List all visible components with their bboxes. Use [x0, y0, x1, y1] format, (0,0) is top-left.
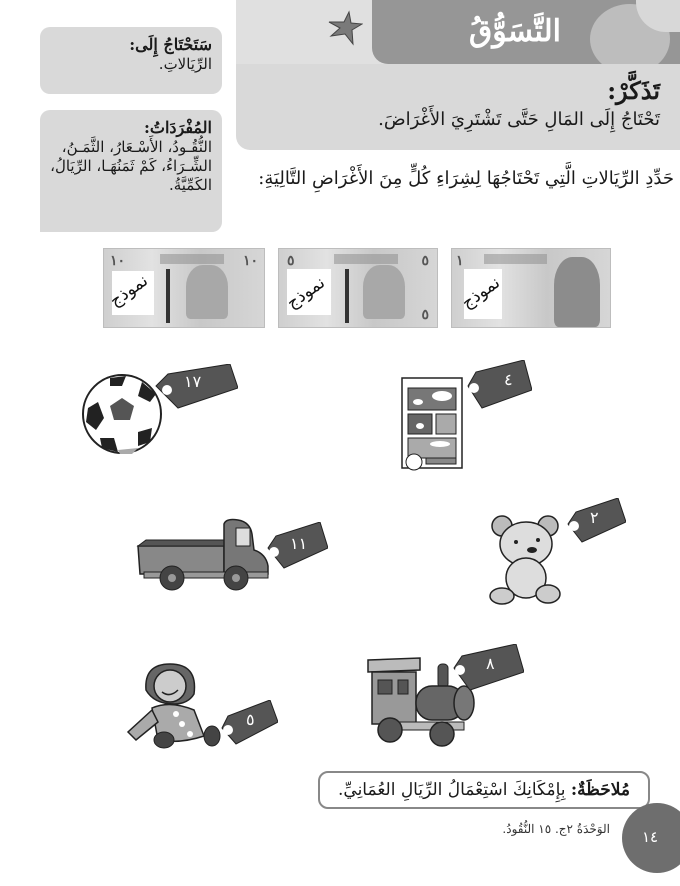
price-tag: [466, 360, 532, 410]
denomination-label: ١٠: [242, 253, 258, 269]
denomination-label: ٥: [421, 253, 429, 269]
note-text: بِإِمْكَانِكَ اسْتِعْمَالُ الرِّيَالِ العُمَانِيِّ.: [338, 780, 566, 800]
sample-watermark: نموذج: [283, 272, 329, 314]
vocabulary-line: الشِّـرَاءُ، كَمْ ثَمَنُهَـا، الرِّيَالُ،: [50, 157, 212, 175]
needs-heading: سَتَحْتَاجُ إِلَى:: [129, 35, 212, 54]
remember-text: تَحْتَاجُ إِلَى المَالِ حَتَّى تَشْتَرِيَ الأَغْرَاضَ.: [378, 109, 660, 130]
denomination-label: ١٠: [110, 253, 126, 269]
toy-truck-image: [134, 516, 274, 592]
remember-heading: تَذَكَّرْ:: [607, 76, 660, 105]
vocabulary-box: [40, 110, 222, 232]
instruction-text: حَدِّدِ الرِّيَالاتِ الَّتِي تَحْتَاجُهَا لِشِرَاءِ كُلٍّ مِنَ الأَغْرَاضِ التَّالِيَةِ:: [258, 168, 674, 189]
needs-box: [40, 27, 222, 94]
price-label: ١٧: [184, 372, 202, 391]
sample-watermark: نموذج: [458, 272, 504, 314]
vocabulary-heading: المُفْرَدَاتُ:: [143, 118, 212, 137]
price-label: ١١: [290, 534, 308, 553]
portrait-image: [363, 265, 405, 319]
denomination-label: ٥: [287, 253, 295, 269]
page-title: التَّسَوُّقُ: [468, 14, 562, 49]
star-icon: [327, 10, 363, 46]
teddy-bear-image: [486, 512, 566, 608]
doll-image: [124, 660, 224, 750]
needs-text: الرِّيَالاتِ.: [158, 55, 212, 73]
sample-watermark: نموذج: [106, 270, 152, 312]
price-label: ٤: [504, 370, 513, 389]
banknote-10-rial: [103, 248, 265, 328]
note-box: [318, 771, 650, 809]
football-image: [80, 372, 164, 456]
page-number: ١٤: [641, 828, 659, 846]
portrait-image: [554, 257, 600, 327]
magazine-image: [400, 372, 468, 472]
footer-caption: الوَحْدَةُ ٢ج. ١٥ النُّقُودُ.: [502, 822, 610, 836]
banknote-5-rial: [278, 248, 438, 328]
note-label: مُلاحَظَةٌ:: [570, 780, 630, 800]
denomination-label: ١: [456, 253, 464, 269]
banknote-1-rial: [451, 248, 611, 328]
vocabulary-line: النُّقُـودُ، الأَسْـعَارُ، الثَّمَـنُ،: [61, 138, 212, 156]
denomination-label: ٥: [421, 307, 429, 323]
price-label: ٨: [486, 654, 495, 673]
price-label: ٥: [246, 710, 255, 729]
vocabulary-line: الكَمِّيَّةُ.: [168, 176, 212, 194]
remember-box: [236, 64, 680, 150]
portrait-image: [186, 265, 228, 319]
price-label: ٢: [590, 508, 599, 527]
